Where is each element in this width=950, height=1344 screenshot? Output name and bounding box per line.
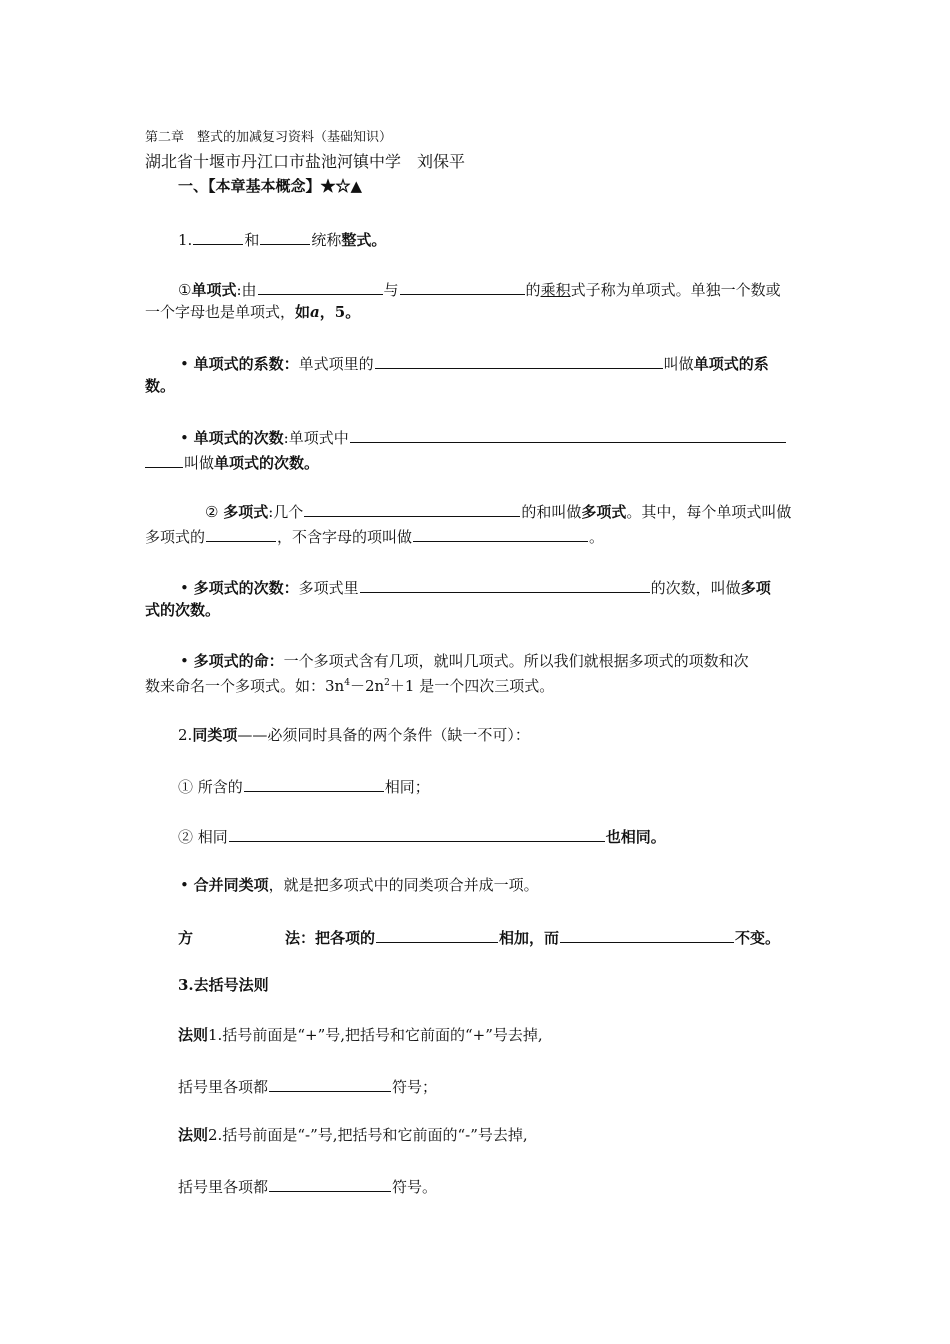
condition-1 — [178, 775, 430, 797]
polynomial-line-2 — [145, 525, 604, 547]
text: 多项式 — [581, 503, 627, 521]
text: 一个字母也是单项式， — [145, 303, 296, 321]
blank — [258, 278, 383, 295]
text: 单项式的次数。 — [214, 454, 320, 472]
text: 一个多项式含有几项，就叫几项式。所以我们就根据多项式的项数和次 — [283, 652, 749, 670]
term-zhengshi: 整式。 — [341, 231, 387, 249]
term-poly-name: 多项式的命： — [193, 652, 284, 670]
text: 符号。 — [392, 1178, 438, 1196]
blank — [229, 825, 605, 842]
blank — [376, 926, 498, 943]
text: 叫做 — [184, 454, 215, 472]
text: 符号； — [392, 1078, 438, 1096]
blank — [244, 775, 384, 792]
text: 数来命名一个多项式。如：3n — [145, 677, 345, 695]
doc-title: 第二章 整式的加减复习资料（基础知识） — [145, 130, 393, 145]
term-monomial: 单项式 — [191, 281, 237, 299]
item-2-line — [178, 725, 530, 745]
item-2-number: 2. — [178, 726, 193, 744]
text: 多项式里 — [298, 579, 359, 597]
exponent: 4 — [344, 678, 350, 688]
text: 括号里各项都 — [178, 1078, 269, 1096]
blank — [560, 926, 734, 943]
coef-line-2: 数。 — [145, 377, 176, 395]
bullet: • — [180, 579, 189, 597]
text: 叫做 — [663, 355, 694, 373]
blank — [413, 525, 588, 542]
monomial-line-1 — [178, 278, 781, 300]
text: 法：把各项的 — [285, 929, 376, 947]
text: :几个 — [268, 503, 304, 521]
text: :由 — [236, 281, 257, 299]
text: 括号里各项都 — [178, 1178, 269, 1196]
blank — [269, 1175, 391, 1192]
rule-label: 法则 — [178, 1026, 209, 1044]
text: 多项式的 — [145, 528, 206, 546]
term-merge: 合并同类项 — [193, 876, 269, 894]
polyname-line-1 — [180, 651, 749, 671]
text: 。 — [589, 528, 605, 546]
blank — [260, 228, 310, 245]
text: 的次数，叫做 — [650, 579, 741, 597]
exponent: 2 — [384, 678, 390, 688]
term-degree: 单项式的次数 — [193, 429, 284, 447]
blank — [304, 500, 520, 517]
term-coefficient: 单项式的系数： — [193, 355, 299, 373]
bullet: • — [180, 876, 189, 894]
text: :单项式中 — [283, 429, 349, 447]
bullet: • — [180, 652, 189, 670]
text: 式子称为单项式。单独一个数或 — [570, 281, 781, 299]
item-3-heading: 3.去括号法则 — [178, 976, 269, 994]
circle-two-mark: ② — [205, 503, 219, 521]
text: ① 所含的 — [178, 778, 243, 796]
blank — [375, 352, 663, 369]
blank — [350, 426, 786, 443]
term-like-terms: 同类项 — [192, 726, 238, 744]
text: ，就是把多项式中的同类项合并成一项。 — [268, 876, 539, 894]
text: 2.括号前面是“-”号,把括号和它前面的“-”号去掉, — [208, 1126, 528, 1144]
text: 的 — [525, 281, 541, 299]
condition-2 — [178, 825, 666, 847]
text: 相加，而 — [499, 929, 560, 947]
item-1-number: 1. — [178, 231, 193, 249]
rule-1-line-2 — [178, 1075, 437, 1097]
text: ② 相同 — [178, 828, 228, 846]
text: 1.括号前面是“+”号,把括号和它前面的“+”号去掉, — [208, 1026, 543, 1044]
text: 与 — [383, 281, 399, 299]
text: 和 — [244, 231, 260, 249]
variable-a: a — [310, 303, 320, 321]
text: 统称 — [311, 231, 342, 249]
blank — [360, 576, 650, 593]
text: 相同； — [384, 778, 430, 796]
degree-line-2 — [145, 451, 319, 473]
method-line — [178, 926, 780, 948]
polydegree-line-1 — [180, 576, 771, 598]
term-poly-degree: 多项式的次数： — [193, 579, 299, 597]
merge-line — [180, 875, 539, 895]
bullet: • — [180, 429, 189, 447]
term-polynomial: 多项式 — [223, 503, 269, 521]
text: ，5。 — [319, 303, 361, 321]
blank — [269, 1075, 391, 1092]
text: ＋1 是一个四次三项式。 — [389, 677, 555, 695]
rule-2-line-2 — [178, 1175, 437, 1197]
bullet: • — [180, 355, 189, 373]
text: 的和叫做 — [521, 503, 582, 521]
text: 也相同。 — [605, 828, 666, 846]
polyname-line-2 — [145, 676, 554, 696]
section-heading: 一、【本章基本概念】★☆▲ — [178, 177, 363, 195]
text: 方 — [178, 929, 194, 947]
text: 。其中，每个单项式叫做 — [626, 503, 792, 521]
item-1-line — [178, 228, 386, 250]
text: 单项式的系 — [693, 355, 769, 373]
coef-line-1 — [180, 352, 769, 374]
blank — [206, 525, 276, 542]
text: 不变。 — [735, 929, 781, 947]
text: ——必须同时具备的两个条件（缺一不可）： — [237, 726, 530, 744]
rule-1-line-1 — [178, 1025, 543, 1045]
text: ，不含字母的项叫做 — [277, 528, 413, 546]
text: 单式项里的 — [298, 355, 374, 373]
doc-author: 湖北省十堰市丹江口市盐池河镇中学 刘保平 — [145, 152, 466, 171]
monomial-line-2 — [145, 302, 360, 322]
blank — [400, 278, 525, 295]
rule-label: 法则 — [178, 1126, 209, 1144]
polydegree-line-2: 式的次数。 — [145, 601, 221, 619]
polynomial-line-1 — [205, 500, 791, 522]
circle-one-mark: ① — [178, 281, 192, 299]
text: －2n — [349, 677, 385, 695]
term-product: 乘积 — [540, 281, 571, 299]
degree-line-1 — [180, 426, 787, 448]
text: 多项 — [740, 579, 771, 597]
text: 如 — [295, 303, 311, 321]
blank — [145, 451, 183, 468]
rule-2-line-1 — [178, 1125, 528, 1145]
blank — [193, 228, 243, 245]
